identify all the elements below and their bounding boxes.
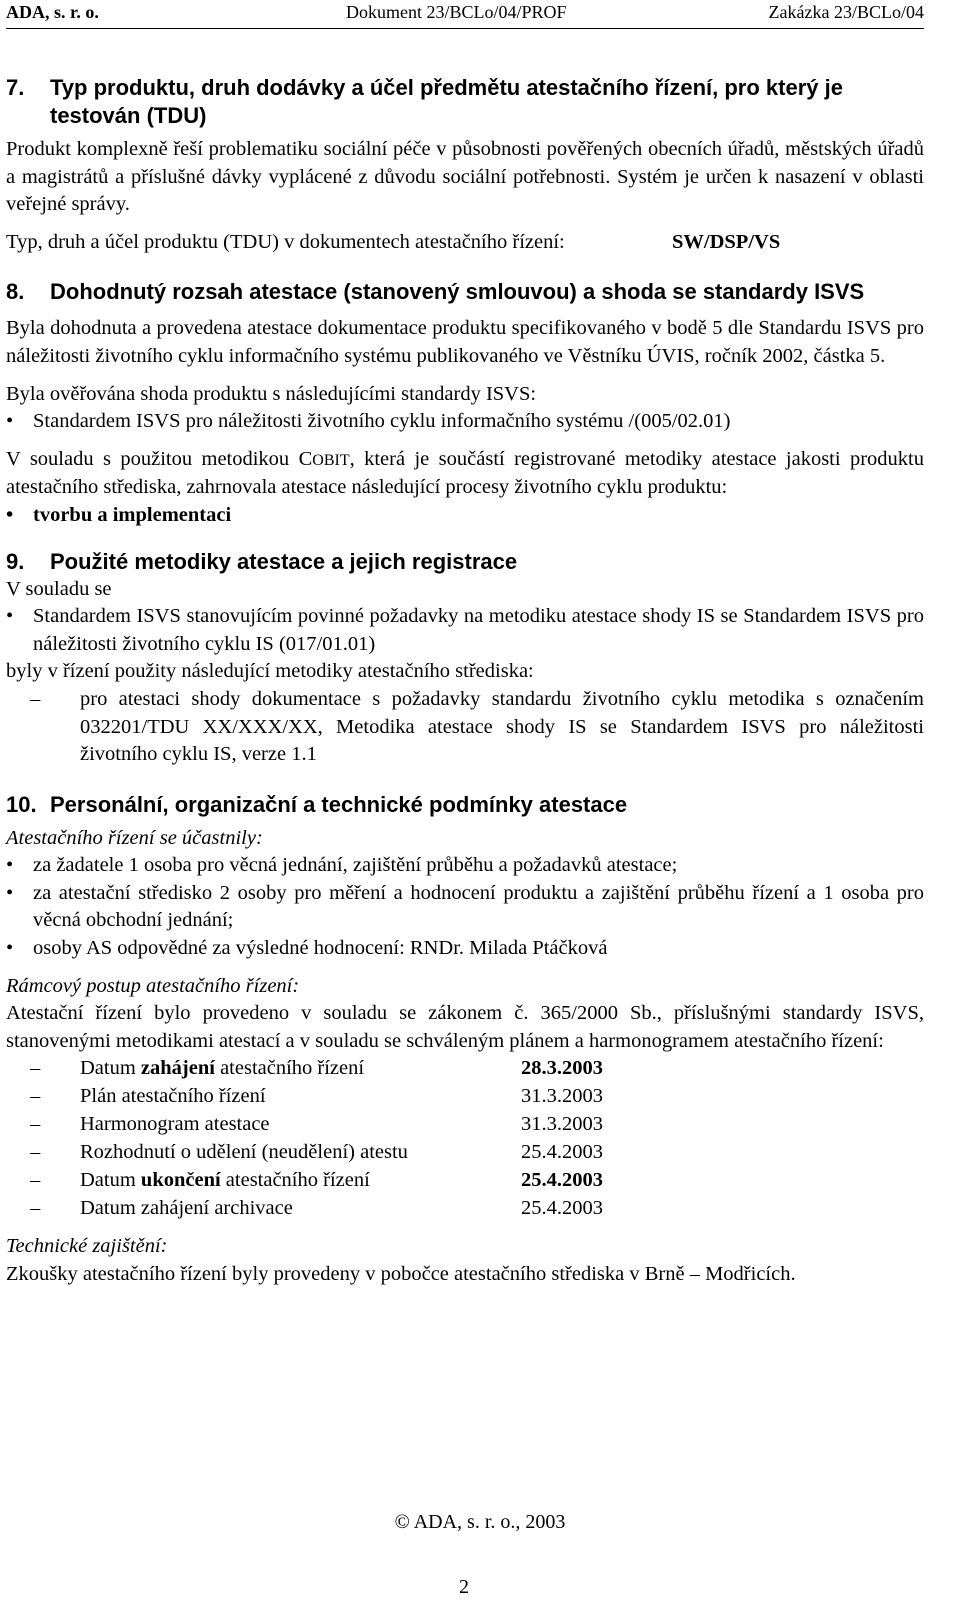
schedule-date: 28.3.2003 [521,1057,603,1080]
section-number: 7. [6,75,25,100]
page-header [6,2,924,26]
tdu-line [6,229,924,257]
schedule-text: Datum [80,1057,141,1080]
standards-list [6,408,924,436]
section-title: Personální, organizační a technické podmínky atestace [50,791,628,817]
schedule-text: Harmonogram atestace [80,1113,270,1136]
section-9-intro: V souladu se [6,577,112,600]
schedule-text: Datum [80,1169,141,1192]
schedule-date: 31.3.2003 [521,1085,603,1108]
list-item: • Standardem ISVS pro náležitosti životního cyklu informačního systému /(005/02.01) [6,408,924,436]
schedule-date: 31.3.2003 [521,1113,603,1136]
footer-copyright: © ADA, s. r. o., 2003 [394,1511,566,1533]
list-item: • tvorbu a implementaci [6,502,924,530]
section-7-paragraph: Produkt komplexně řeší problematiku sociální péče v působnosti pověřených obecních úřadů, městských úřadů a magistrátů a příslušné dávky vyplácené z důvodu sociální potřebnosti. Systém je určen k nasazení v oblasti veřejné správy. [6,138,924,216]
schedule-row [6,1111,924,1139]
section-8-heading [6,278,924,306]
header-order: Zakázka 23/BCLo/04 [768,2,924,22]
section-title: Dohodnutý rozsah atestace (stanovený smlouvou) a shoda se standardy ISVS [50,279,865,305]
list-item: • Standardem ISVS stanovujícím povinné požadavky na metodiku atestace shody IS se Standardem ISVS pro náležitosti životního cyklu IS (017/01.01) [6,603,924,658]
cobit-pre: V souladu s použitou metodikou C [6,447,313,470]
methodology-standards-list [6,603,924,658]
technical-text: Zkoušky atestačního řízení byly provedeny v pobočce atestačního střediska v Brně – Modřicích. [6,1263,796,1286]
schedule-text: Rozhodnutí o udělení (neudělení) atestu [80,1141,408,1164]
list-item: • za žadatele 1 osoba pro věcná jednání, zajištění průběhu a požadavků atestace; [6,852,924,880]
list-item: • osoby AS odpovědné za výsledné hodnocení: RNDr. Milada Ptáčková [6,935,924,963]
header-company: ADA, s. r. o. [6,2,99,22]
schedule-text: atestačního řízení [220,1169,370,1192]
section-number: 9. [6,548,25,574]
section-title: Typ produktu, druh dodávky a účel předmětu atestačního řízení, pro který je testován (TDU) [50,75,843,128]
schedule-text: atestačního řízení [214,1057,365,1080]
schedule-row [6,1195,924,1223]
tdu-label: Typ, druh a účel produktu (TDU) v dokumentech atestačního řízení: [6,230,565,253]
methodology-list [6,686,924,769]
page-number [0,1576,960,1599]
header-document: Dokument 23/BCLo/04/PROF [346,2,567,22]
section-number: 8. [6,279,25,305]
processes-list [6,502,924,530]
section-9-heading [6,548,924,576]
tdu-code: SW/DSP/VS [672,230,781,253]
procedure-label: Rámcový postup atestačního řízení: [6,974,300,997]
list-item: • za atestační středisko 2 osoby pro měření a hodnocení produktu a zajištění průběhu řízení a 1 osoba pro věcná obchodní jednání; [6,880,924,935]
section-8-paragraph-1: Byla dohodnuta a provedena atestace dokumentace produktu specifikovaného v bodě 5 dle Standardu ISVS pro náležitosti životního cyklu informačního systému publikovaného ve Věstníku ÚVIS, ročník 2002, částka 5. [6,317,924,367]
schedule-bold: zahájení [140,1057,215,1080]
schedule-text: Plán atestačního řízení [80,1085,266,1108]
schedule-row [6,1167,924,1195]
schedule-text: Datum zahájení archivace [80,1197,293,1220]
participants-label: Atestačního řízení se účastnily: [6,826,263,849]
schedule-date: 25.4.2003 [521,1141,603,1164]
section-title: Použité metodiky atestace a jejich registrace [50,548,518,574]
section-10-heading [6,791,924,819]
header-rule [6,28,924,29]
cobit-post: , která je součástí registrované metodiky atestace jakosti produktu atestačního střediska, zahrnovala atestace následující procesy životního cyklu produktu: [6,447,924,499]
technical-label: Technické zajištění: [6,1235,168,1258]
cobit-smallcaps: OBIT [312,451,350,469]
section-number: 10. [6,791,37,817]
participants-list [6,852,924,962]
procedure-text: Atestační řízení bylo provedeno v souladu se zákonem č. 365/2000 Sb., příslušnými standardy ISVS, stanovenými metodikami atestací a v souladu se schváleným plánem a harmonogramem atestačního řízení: [6,1002,924,1052]
page-content [6,74,924,1289]
list-item: – pro atestaci shody dokumentace s požadavky standardu životního cyklu metodika s označením 032201/TDU XX/XXX/XX, Metodika atestace shody IS se Standardem ISVS pro náležitosti životního cyklu IS, verze 1.1 [6,686,924,769]
schedule-date: 25.4.2003 [521,1169,603,1192]
schedule-row [6,1083,924,1111]
section-9-line: byly v řízení použity následující metodiky atestačního střediska: [6,660,534,683]
schedule-bold: ukončení [140,1169,221,1192]
section-8-paragraph-2: Byla ověřována shoda produktu s následujícími standardy ISVS: [6,382,537,405]
schedule-row [6,1139,924,1167]
page-number-text: 2 [459,1576,469,1598]
section-7-heading [6,74,924,130]
schedule-date: 25.4.2003 [521,1197,603,1220]
schedule-row [6,1055,924,1083]
section-8-paragraph-3 [6,446,924,502]
schedule-list [6,1055,924,1223]
